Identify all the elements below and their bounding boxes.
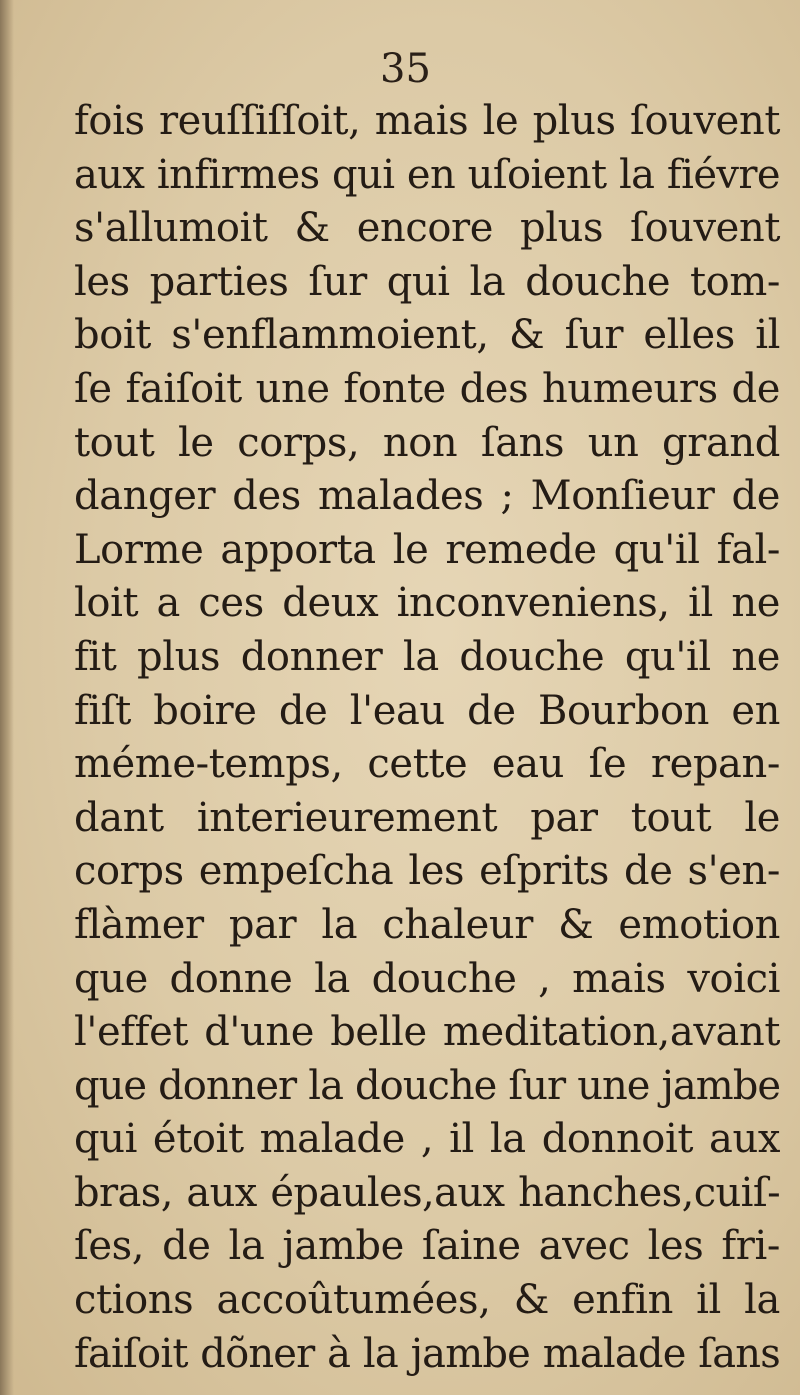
text-line-13: méme-temps, cette eau ſe repan- [74, 741, 780, 788]
page-number: 35 [380, 46, 431, 92]
body-text [74, 95, 780, 1381]
text-line-6: ſe faiſoit une fonte des humeurs de [74, 365, 780, 412]
page-binding-edge [0, 0, 14, 1395]
text-line-17: que donne la douche , mais voici [74, 955, 780, 1002]
text-line-11: fit plus donner la douche qu'il ne [74, 633, 780, 680]
text-line-3: s'allumoit & encore plus ſouvent [74, 205, 780, 252]
text-line-20: qui étoit malade , il la donnoit aux [74, 1116, 780, 1163]
text-line-8: danger des malades ; Monſieur de [74, 473, 780, 520]
text-line-2: aux infirmes qui en uſoient la fiévre [74, 151, 780, 198]
text-line-18: l'effet d'une belle meditation,avant [74, 1009, 780, 1056]
text-line-23: ctions accoûtumées, & enfin il la [74, 1277, 780, 1324]
text-line-7: tout le corps, non ſans un grand [74, 419, 780, 466]
text-line-12: fiſt boire de l'eau de Bourbon en [74, 687, 780, 734]
text-line-24: faiſoit dõner à la jambe malade ſans [74, 1330, 780, 1377]
text-line-21: bras, aux épaules,aux hanches,cuiſ- [74, 1169, 780, 1216]
text-line-19: que donner la douche ſur une jambe [74, 1062, 780, 1109]
text-line-16: flàmer par la chaleur & emotion [74, 901, 780, 948]
text-line-15: corps empeſcha les eſprits de s'en- [74, 848, 780, 895]
text-line-10: loit a ces deux inconveniens, il ne [74, 580, 780, 627]
text-line-4: les parties ſur qui la douche tom- [74, 258, 780, 305]
text-line-1: fois reuſſiſſoit, mais le plus ſouvent [74, 98, 780, 144]
text-line-22: ſes, de la jambe ſaine avec les fri- [74, 1223, 780, 1270]
text-line-5: boit s'enflammoient, & ſur elles il [74, 312, 780, 359]
text-line-14: dant interieurement par tout le [74, 794, 780, 841]
text-line-9: Lorme apporta le remede qu'il fal- [74, 526, 780, 573]
